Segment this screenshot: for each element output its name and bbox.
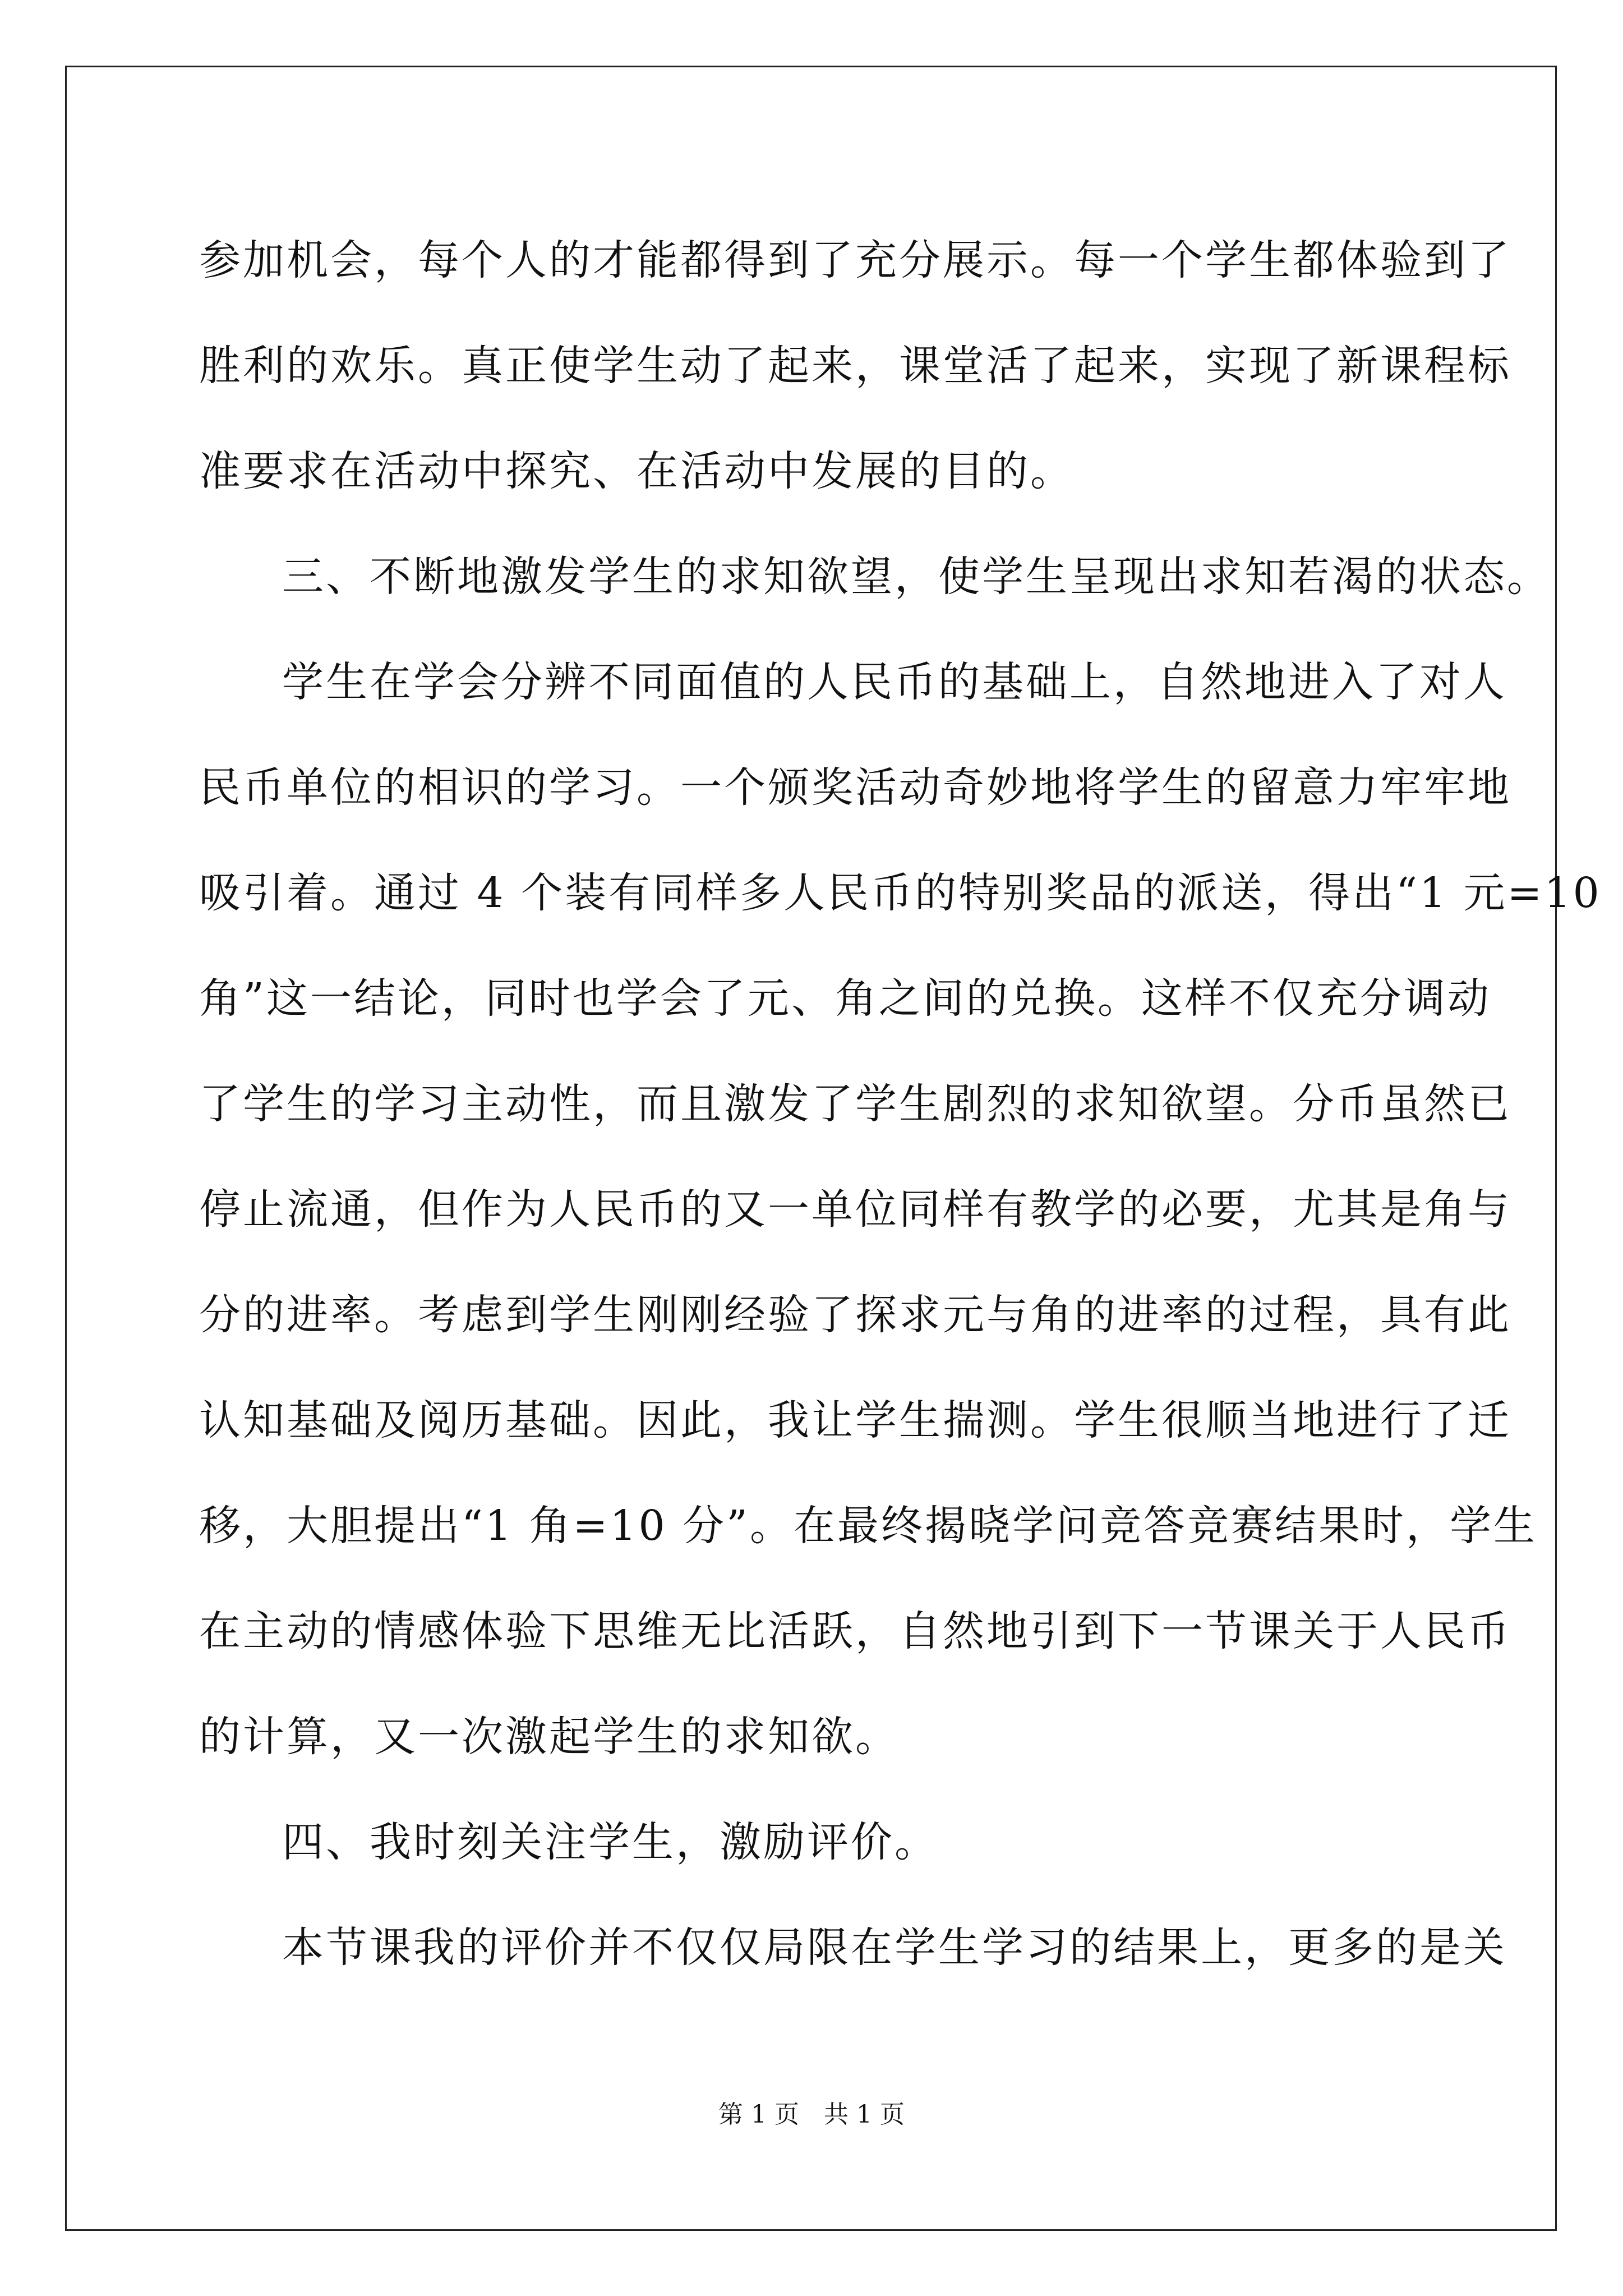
text-line: 认知基础及阅历基础。因此，我让学生揣测。学生很顺当地进行了迁 xyxy=(199,1396,1511,1444)
text-line: 停止流通，但作为人民币的又一单位同样有教学的必要，尤其是角与 xyxy=(199,1185,1511,1234)
page-footer: 第 1 页 共 1 页 xyxy=(718,2100,905,2129)
section-heading: 四、我时刻关注学生，激励评价。 xyxy=(282,1818,938,1866)
text-line: 胜利的欢乐。真正使学生动了起来，课堂活了起来，实现了新课程标 xyxy=(199,342,1511,390)
text-line: 民币单位的相识的学习。一个颁奖活动奇妙地将学生的留意力牢牢地 xyxy=(199,763,1511,812)
text-line: 吸引着。通过 4 个装有同样多人民币的特别奖品的派送，得出“1 元=10 xyxy=(199,869,1602,917)
text-line: 准要求在活动中探究、在活动中发展的目的。 xyxy=(199,447,1074,495)
body-text xyxy=(199,208,1602,2000)
text-line: 分的进率。考虑到学生刚刚经验了探求元与角的进率的过程，具有此 xyxy=(199,1291,1511,1339)
text-line: 学生在学会分辨不同面值的人民币的基础上，自然地进入了对人 xyxy=(282,658,1507,706)
text-line: 在主动的情感体验下思维无比活跃，自然地引到下一节课关于人民币 xyxy=(199,1607,1511,1655)
text-line: 移，大胆提出“1 角=10 分”。在最终揭晓学问竞答竞赛结果时，学生 xyxy=(199,1502,1537,1550)
text-line: 参加机会，每个人的才能都得到了充分展示。每一个学生都体验到了 xyxy=(199,236,1511,284)
text-line: 了学生的学习主动性，而且激发了学生剧烈的求知欲望。分币虽然已 xyxy=(199,1080,1511,1128)
text-line: 的计算，又一次激起学生的求知欲。 xyxy=(199,1713,899,1761)
text-line: 角”这一结论，同时也学会了元、角之间的兑换。这样不仅充分调动 xyxy=(199,974,1491,1023)
text-line: 本节课我的评价并不仅仅局限在学生学习的结果上，更多的是关 xyxy=(282,1924,1507,1972)
section-heading: 三、不断地激发学生的求知欲望，使学生呈现出求知若渴的状态。 xyxy=(282,553,1551,601)
